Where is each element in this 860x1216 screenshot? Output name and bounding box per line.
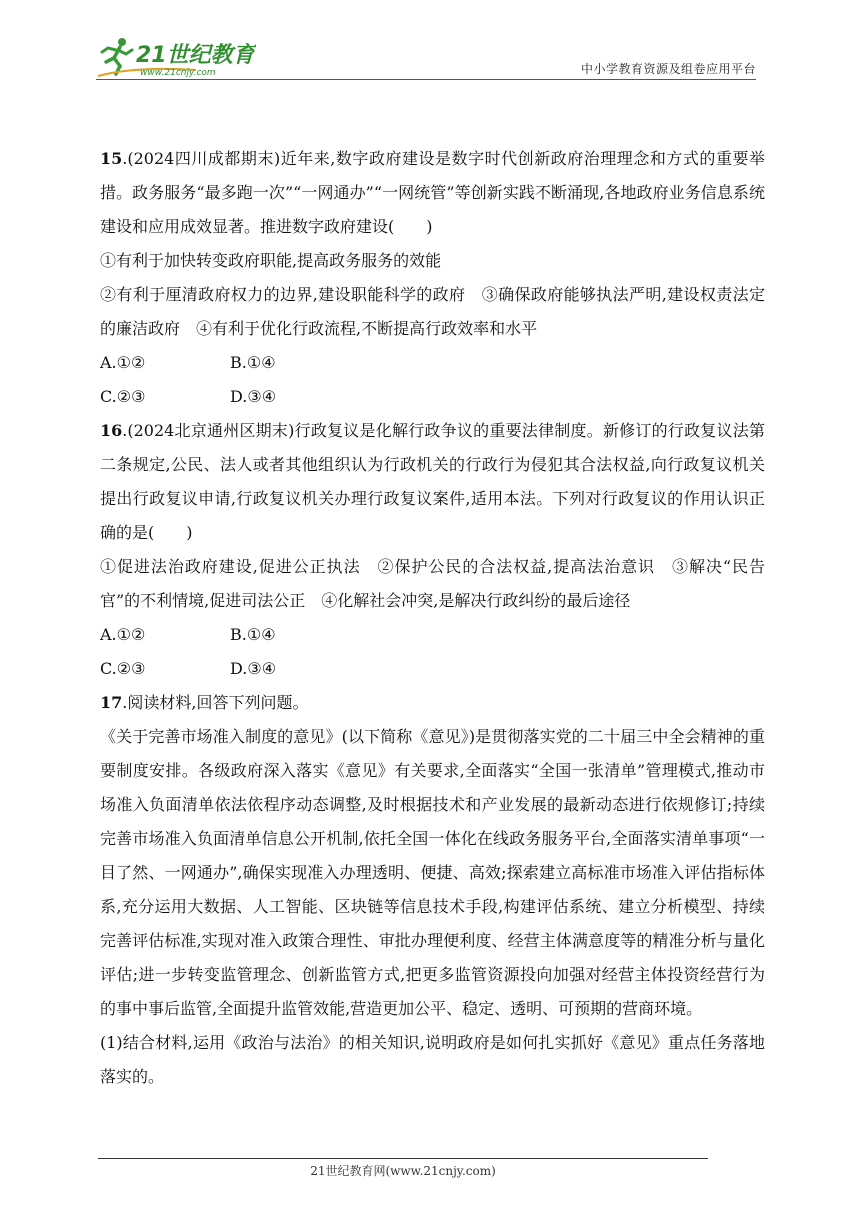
page-footer[interactable]: 21世纪教育网(www.21cnjy.com) [310, 1164, 496, 1178]
option-d[interactable]: D.③④ [230, 659, 277, 678]
question-17-stem: 17.阅读材料,回答下列问题。 [100, 693, 309, 712]
page-header [0, 0, 860, 90]
question-15-statement-1: ①有利于加快转变政府职能,提高政务服务的效能 [100, 251, 442, 270]
question-content [100, 142, 765, 1094]
logo-text: 21世纪教育 [136, 43, 255, 68]
question-15-options-row-2 [100, 380, 765, 414]
question-15-stem: 15.(2024四川成都期末)近年来,数字政府建设是数字时代创新政府治理理念和方式的重要举措。政务服务“最多跑一次”“一网通办”“一网统管”等创新实践不断涌现,各地政府业务信息系统建设和应用成效显著。推进数字政府建设( ) [100, 149, 765, 236]
question-16-stem: 16.(2024北京通州区期末)行政复议是化解行政争议的重要法律制度。新修订的行政复议法第二条规定,公民、法人或者其他组织认为行政机关的行政行为侵犯其合法权益,向行政复议机关提出行政复议申请,行政复议机关办理行政复议案件,适用本法。下列对行政复议的作用认识正确的是( ) [100, 421, 765, 542]
option-a[interactable]: A.①② [100, 353, 146, 372]
footer-divider [98, 1158, 708, 1159]
question-16-options-row-2 [100, 652, 765, 686]
option-a[interactable]: A.①② [100, 625, 146, 644]
header-divider [96, 79, 756, 80]
option-c[interactable]: C.②③ [100, 387, 146, 406]
option-c[interactable]: C.②③ [100, 659, 146, 678]
logo-url: www.21cnjy.com [140, 68, 216, 78]
question-number: 16 [100, 421, 123, 440]
option-b[interactable]: B.①④ [230, 353, 276, 372]
runner-logo-icon [96, 36, 256, 80]
question-number: 17 [100, 693, 123, 712]
question-17-material: 《关于完善市场准入制度的意见》(以下简称《意见》)是贯彻落实党的二十届三中全会精神的重要制度安排。各级政府深入落实《意见》有关要求,全面落实“全国一张清单”管理模式,推动市场准入负面清单依法依程序动态调整,及时根据技术和产业发展的最新动态进行依规修订;持续完善市场准入负面清单信息公开机制,依托全国一体化在线政务服务平台,全面落实清单事项“一目了然、一网通办”,确保实现准入办理透明、便捷、高效;探索建立高标准市场准入评估指标体系,充分运用大数据、人工智能、区块链等信息技术手段,构建评估系统、建立分析模型、持续完善评估标准,实现对准入政策合理性、审批办理便利度、经营主体满意度等的精准分析与量化评估;进一步转变监管理念、创新监管方式,把更多监管资源投向加强对经营主体投资经营行为的事中事后监管,全面提升监管效能,营造更加公平、稳定、透明、可预期的营商环境。 [100, 727, 765, 1018]
site-logo[interactable] [96, 36, 256, 80]
option-b[interactable]: B.①④ [230, 625, 276, 644]
question-16-options-row-1 [100, 618, 765, 652]
question-16-statements: ①促进法治政府建设,促进公正执法 ②保护公民的合法权益,提高法治意识 ③解决“民告官”的不利情境,促进司法公正 ④化解社会冲突,是解决行政纠纷的最后途径 [100, 557, 765, 610]
question-number: 15 [100, 149, 123, 168]
option-d[interactable]: D.③④ [230, 387, 277, 406]
question-17-subquestion-1: (1)结合材料,运用《政治与法治》的相关知识,说明政府是如何扎实抓好《意见》重点任务落地落实的。 [100, 1033, 765, 1086]
question-15-statement-2: ②有利于厘清政府权力的边界,建设职能科学的政府 ③确保政府能够执法严明,建设权责法定的廉洁政府 ④有利于优化行政流程,不断提高行政效率和水平 [100, 285, 765, 338]
platform-name: 中小学教育资源及组卷应用平台 [580, 62, 756, 76]
question-15-options-row-1 [100, 346, 765, 380]
